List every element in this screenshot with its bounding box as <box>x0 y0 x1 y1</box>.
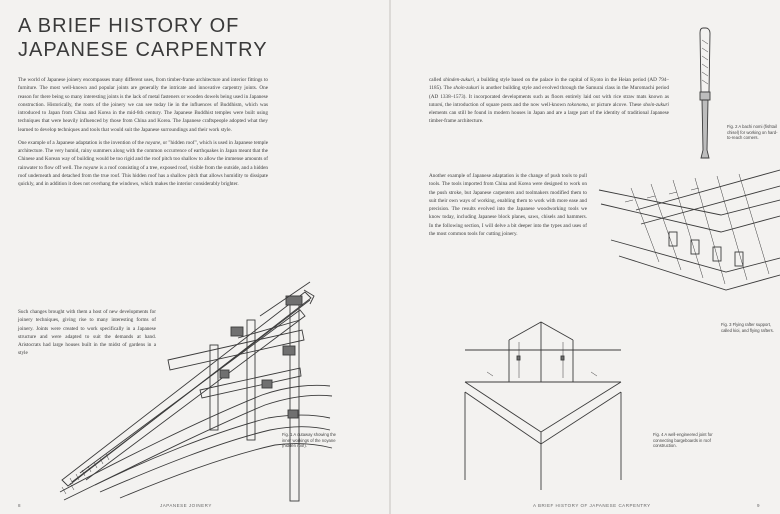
left-paragraph-2: One example of a Japanese adaptation is the invention of the noyane, or "hidden roof", which is used in Japanese temple architecture. The very humid, rainy summers along with the common occurrence of earthquakes in Japan meant that the Chinese and Korean way of building would be too rigid and the roof pitch too shallow to allow the immense amounts of rainwater to flow off well. The noyane is a roof consisting of a tree, exposed roof, visible from the outside, and a hidden roof underneath and detached from the true roof. This hidden roof has a shallow pitch that allows humidity to dissipate quickly, and in addition it does not overhang the windows, which makes the interior considerably brighter. <box>18 139 269 187</box>
fig1-caption: Fig. 1 A cutaway showing the inner workings of the noyane (hidden roof). <box>282 432 337 449</box>
right-page <box>391 0 780 514</box>
left-running-head: JAPANESE JOINERY <box>160 503 212 508</box>
left-page <box>0 0 389 514</box>
fig4-caption: Fig. 4 A well-engineered joint for connecting bargeboards in roof construction. <box>653 432 713 449</box>
title-line-1: A BRIEF HISTORY OF <box>18 15 240 37</box>
right-paragraph-2: Another example of Japanese adaptation is the change of push tools to pull tools. The tools imported from China and Korea were designed to work on the push stroke, but Japanese carpenters and toolmakers modified them to suit their own ways of working, enabling them to work with more ease and precision. The results evolved into the Japanese woodworking tools we know today, including Japanese block planes, saws, chisels and hammers. In the following section, I will delve a bit deeper into the types and uses of the most common tools for cutting joinery. <box>429 173 587 237</box>
right-page-number: 9 <box>757 503 761 508</box>
right-running-head: A BRIEF HISTORY OF JAPANESE CARPENTRY <box>533 503 651 508</box>
right-paragraph-1: called shinden-zukuri, a building style based on the palace in the capital of Kyoto in the Heian period (AD 794–1185). The shoin-zukuri is another building style and evolved through the Samurai class in the Muromachi period (AD 1338–1573). It incorporated developments such as floors entirely laid out with rice straw mats known as tatami, the introduction of square posts and the now well-known tokonoma, or picture alcove. These shoin-zukuri elements can still be found in modern houses in Japan and are a large part of the identity of traditional Japanese timber-frame architecture. <box>429 77 669 125</box>
fig3-caption: Fig. 3 Flying rafter support, called kioi, and flying rafters. <box>721 322 774 333</box>
title-line-2: JAPANESE CARPENTRY <box>18 39 268 61</box>
bargeboard-joint-illustration <box>391 0 780 514</box>
left-paragraph-1: The world of Japanese joinery encompasses many different uses, from timber-frame architecture and interior fittings to furniture. The most well-known and popular joints are generally the intricate and innovative carpentry joints. One reason for there being so many interesting joints is the lack of metal fasteners or wooden dowels being used in Japanese construction. Historically, the roots of the joinery we can see today lie in the influences of Buddhism, which was introduced to Japan from China and Korea in the mid-6th century. The Japanese Buddhist temples were built using techniques that were heavily influenced by those from China and Korea. The Japanese craftspeople adopted what they learned to develop techniques and tools that would suit the Japanese surroundings and their work style. <box>18 77 268 133</box>
fig2-caption: Fig. 2 A bachi nomi (fishtail chisel) for working on hard-to-reach corners. <box>727 124 778 141</box>
left-page-number: 8 <box>18 503 22 508</box>
left-paragraph-3: Such changes brought with them a host of new developments for joinery techniques, giving rise to many interesting forms of joinery. Joints were created to work specifically in a Japanese structure and were adapted to suit the demands at hand. Aristocrats had large houses built in the midst of gardens in a style <box>18 309 156 357</box>
